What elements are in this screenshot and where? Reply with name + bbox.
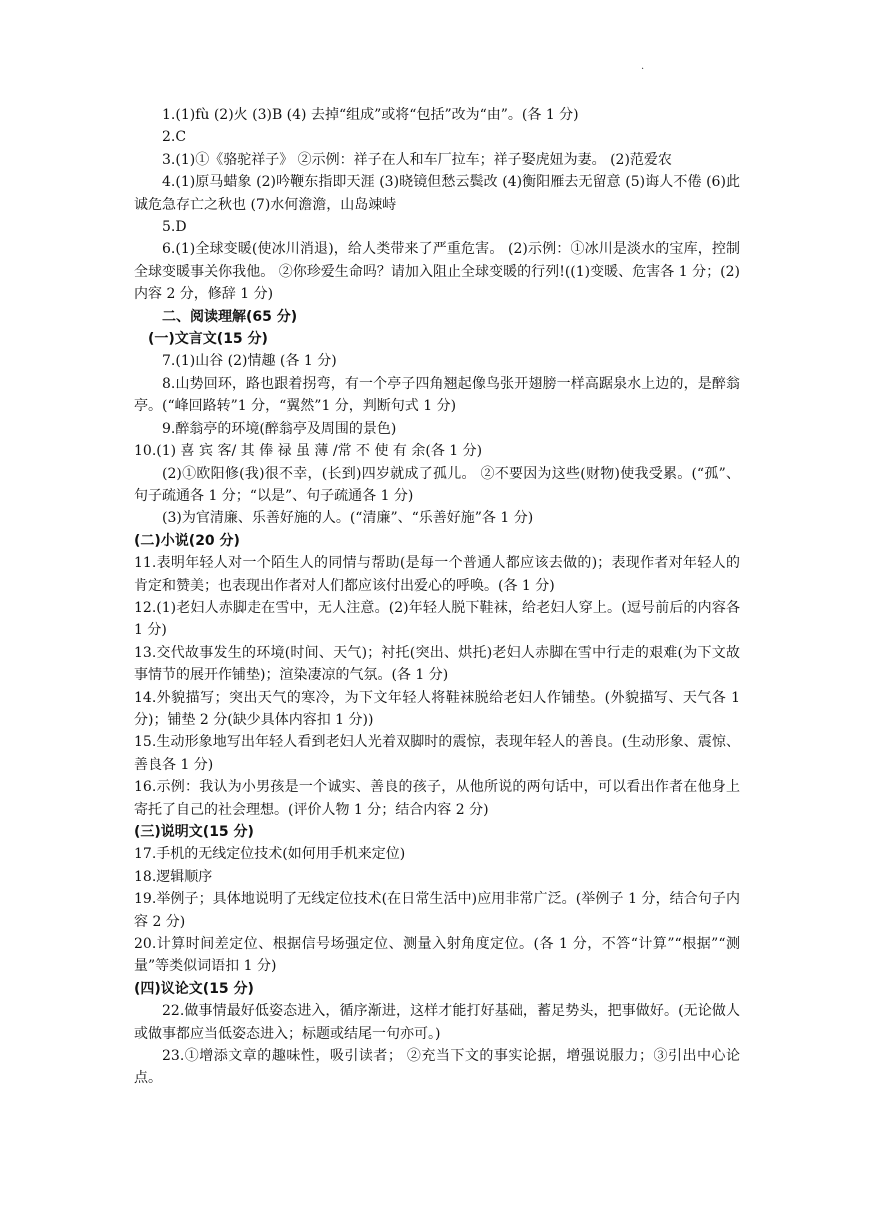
answer-line: 6.(1)全球变暖(使冰川消退)，给人类带来了严重危害。 (2)示例：①冰川是淡水的宝库，控制全球变暖事关你我他。 ②你珍爱生命吗？请加入阻止全球变暖的行列!((1)变暖、危害各 1 分；(2)内容 2 分，修辞 1 分): [134, 241, 740, 303]
answer-line: 8.山势回环，路也跟着拐弯，有一个亭子四角翘起像鸟张开翅膀一样高踞泉水上边的，是醉翁亭。(“峰回路转”1 分，“翼然”1 分，判断句式 1 分): [134, 375, 740, 415]
answer-line: 23.①增添文章的趣味性，吸引读者； ②充当下文的事实论据，增强说服力；③引出中心论点。: [134, 1048, 740, 1087]
answer-line: 15.生动形象地写出年轻人看到老妇人光着双脚时的震惊，表现年轻人的善良。(生动形象、震惊、善良各 1 分): [134, 734, 740, 773]
answer-line: 9.醉翁亭的环境(醉翁亭及周围的景色): [162, 420, 397, 437]
answer-line: 19.举例子；具体地说明了无线定位技术(在日常生活中)应用非常广泛。(举例子 1 分，结合句子内容 2 分): [134, 891, 740, 930]
answer-line: 1.(1)fù (2)火 (3)B (4) 去掉“组成”或将“包括”改为“由”。(各 1 分): [162, 107, 579, 123]
answer-line: (2)①欧阳修(我)很不幸，(长到)四岁就成了孤儿。 ②不要因为这些(财物)使我受累。(“孤”、句子疏通各 1 分；“以是”、句子疏通各 1 分): [134, 465, 740, 504]
answer-line: 10.(1) 喜 宾 客/ 其 俸 禄 虽 薄 /常 不 使 有 余(各 1 分): [134, 443, 483, 460]
answer-line: 4.(1)原马蜡象 (2)吟鞭东指即天涯 (3)晓镜但愁云鬓改 (4)衡阳雁去无留意 (5)诲人不倦 (6)此诚危急存亡之秋也 (7)水何澹澹，山岛竦峙: [134, 174, 740, 213]
answer-line: 13.交代故事发生的环境(时间、天气)；衬托(突出、烘托)老妇人赤脚在雪中行走的艰难(为下文故事情节的展开作铺垫)；渲染凄凉的气氛。(各 1 分): [134, 644, 740, 684]
answer-line: 22.做事情最好低姿态进入，循序渐进，这样才能打好基础，蓄足势头，把事做好。(无论做人或做事都应当低姿态进入；标题或结尾一句亦可。): [134, 1003, 740, 1042]
answer-content: [134, 104, 740, 1090]
answer-line: 3.(1)①《骆驼祥子》 ②示例：祥子在人和车厂拉车；祥子娶虎妞为妻。 (2)范爱农: [162, 151, 672, 168]
subsection-heading: (一)文言文(15 分): [148, 331, 268, 348]
answer-line: 5.D: [162, 219, 187, 236]
answer-line: 7.(1)山谷 (2)情趣 (各 1 分): [162, 353, 337, 370]
answer-line: 20.计算时间差定位、根据信号场强定位、测量入射角度定位。(各 1 分，不答“计算”“根据”“测量”等类似词语扣 1 分): [134, 936, 740, 975]
answer-line: 16.示例：我认为小男孩是一个诚实、善良的孩子，从他所说的两句话中，可以看出作者在他身上寄托了自己的社会理想。(评价人物 1 分；结合内容 2 分): [134, 779, 740, 818]
answer-line: (3)为官清廉、乐善好施的人。(“清廉”、“乐善好施”各 1 分): [162, 510, 534, 527]
corner-mark: ·: [641, 64, 645, 75]
answer-line: 2.C: [162, 129, 187, 146]
answer-line: 11.表明年轻人对一个陌生人的同情与帮助(是每一个普通人都应该去做的)；表现作者对年轻人的肯定和赞美；也表现出作者对人们都应该付出爱心的呼唤。(各 1 分): [134, 555, 740, 594]
subsection-heading: (三)说明文(15 分): [134, 824, 254, 840]
answer-line: 12.(1)老妇人赤脚走在雪中，无人注意。(2)年轻人脱下鞋袜，给老妇人穿上。(逗号前后的内容各 1 分): [134, 599, 740, 639]
section-heading: 二、阅读理解(65 分): [162, 308, 298, 325]
answer-line: 18.逻辑顺序: [134, 868, 213, 885]
answer-line: 17.手机的无线定位技术(如何用手机来定位): [134, 846, 406, 863]
answer-line: 14.外貌描写；突出天气的寒冷，为下文年轻人将鞋袜脱给老妇人作铺垫。(外貌描写、天气各 1 分)；铺垫 2 分(缺少具体内容扣 1 分)): [134, 689, 740, 728]
subsection-heading: (二)小说(20 分): [134, 532, 240, 549]
subsection-heading: (四)议论文(15 分): [134, 980, 254, 997]
